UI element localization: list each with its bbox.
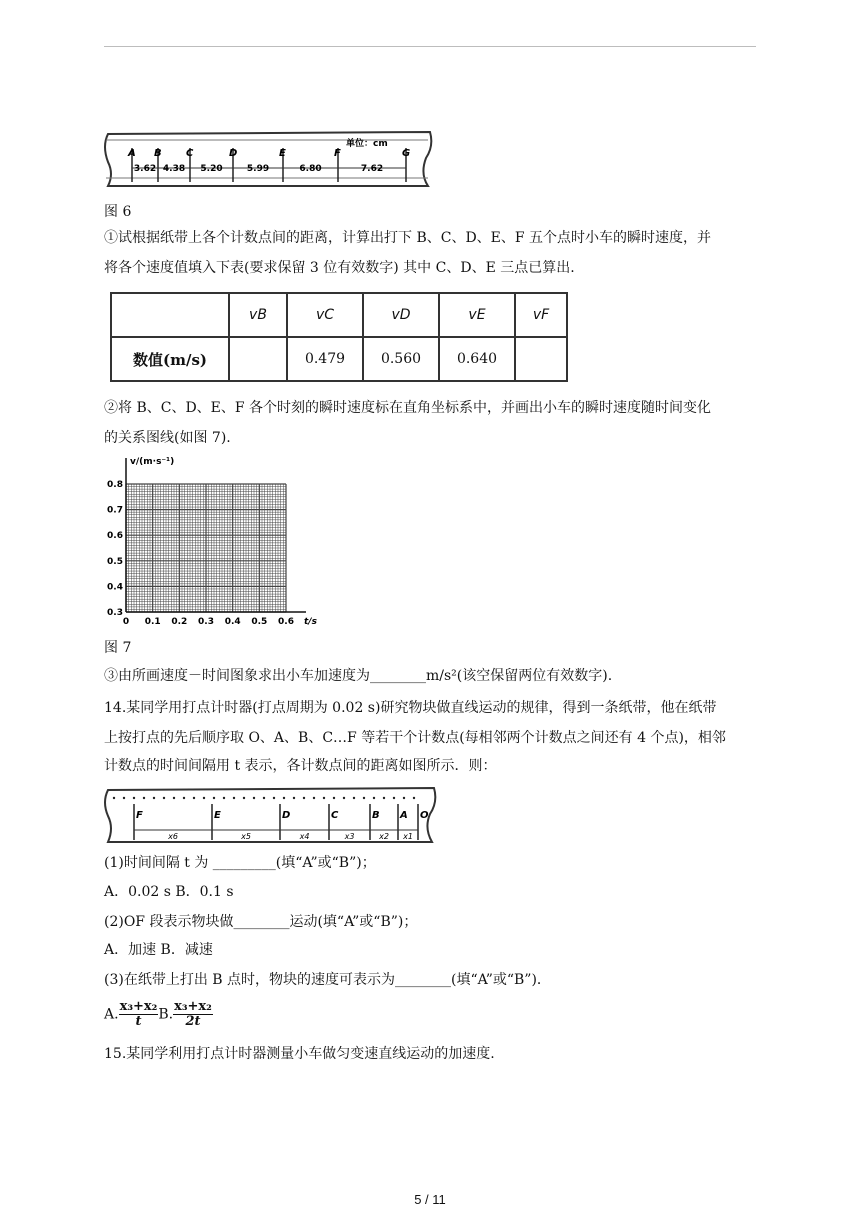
table-header-vC: vC [287,293,363,337]
tape2-dot [203,797,205,799]
option-a-numerator: x₃+x₂ [119,999,158,1014]
header-rule [104,46,756,47]
tape1-unit: 单位：cm [346,139,388,149]
tape2-point-C: C [331,810,339,821]
table-corner-cell [111,293,229,337]
tape2-dot [133,797,135,799]
y-tick-label: 0.6 [107,531,123,542]
tape1-point-F: F [334,148,341,159]
tape2-point-O: O [420,810,429,821]
table-value-vF [515,337,567,381]
tape2-dot [323,797,325,799]
tape2-dot [273,797,275,799]
page-number: 5 / 11 [414,1192,446,1207]
tape2-dot [123,797,125,799]
tape1-distance: 3.62 [133,164,157,174]
table-value-vE: 0.640 [439,337,515,381]
tape2-point-A: A [400,810,408,821]
table-row-label: 数值(m/s) [111,337,229,381]
tape2-distance: x2 [379,832,389,841]
q14-part1: (1)时间间隔 t 为 _________(填“A”或“B”)； [104,855,376,871]
tape-figure-q14 [100,784,440,848]
q14-part1-options: A．0.02 s B．0.1 s [104,884,234,900]
option-a-label: A. [104,1006,119,1023]
tape1-point-B: B [154,148,162,159]
table-header-vB: vB [229,293,287,337]
tape2-dot [283,797,285,799]
table-value-vD: 0.560 [363,337,439,381]
q14-line2: 上按打点的先后顺序取 O、A、B、C…F 等若干个计数点(每相邻两个计数点之间还有 4 个点)，相邻 [104,730,726,746]
q14-line3: 计数点的时间间隔用 t 表示，各计数点间的距离如图所示．则： [104,758,497,774]
tape2-dot [143,797,145,799]
q14-part2-options: A．加速 B．减速 [104,942,213,958]
tape2-dot [333,797,335,799]
tape2-dot [393,797,395,799]
option-b-denominator: 2t [185,1014,201,1029]
tape1-distance: 4.38 [162,164,186,174]
tape1-point-G: G [402,148,411,159]
tape2-dot [193,797,195,799]
q15-line: 15.某同学利用打点计时器测量小车做匀变速直线运动的加速度. [104,1046,495,1062]
figure-6-caption: 图 6 [104,204,132,220]
table-header-row [111,293,567,337]
table-header-vD: vD [363,293,439,337]
option-b-label: B. [158,1006,174,1023]
q13-part1-line2: 将各个速度值填入下表(要求保留 3 位有效数字) 其中 C、D、E 三点已算出. [104,260,575,276]
tape2-dot [373,797,375,799]
y-tick-label: 0.3 [107,608,123,618]
x-tick-label: 0.5 [251,617,268,627]
q13-part3: ③由所画速度－时间图象求出小车加速度为________m/s²(该空保留两位有效数字). [104,668,613,684]
tape2-distance: x5 [241,832,251,841]
tape2-dot [353,797,355,799]
tape-figure-6 [100,128,436,190]
table-value-vC: 0.479 [287,337,363,381]
tape2-dot [263,797,265,799]
q14-part3: (3)在纸带上打出 B 点时，物块的速度可表示为________(填“A”或“B”)． [104,972,551,988]
q13-part2-line2: 的关系图线(如图 7). [104,430,231,446]
option-b-numerator: x₃+x₂ [174,999,212,1014]
x-tick-label: 0 [122,617,130,627]
tape2-distance: x4 [299,832,310,841]
x-tick-label: 0.3 [198,617,214,627]
y-tick-label: 0.8 [107,480,123,490]
tape2-dot [243,797,245,799]
tape2-dot [233,797,235,799]
y-tick-label: 0.5 [107,556,123,567]
table-header-vE: vE [439,293,515,337]
tape2-point-E: E [214,810,221,821]
velocity-table [110,292,568,382]
tape2-dot [113,797,115,799]
tape2-distance: x3 [344,832,355,841]
tape2-point-B: B [372,810,380,821]
q13-part2-line1: ②将 B、C、D、E、F 各个时刻的瞬时速度标在直角坐标系中，并画出小车的瞬时速度随时间变化 [104,400,712,416]
tape2-dot [213,797,215,799]
y-axis-label: v/(m·s⁻¹) [130,457,175,467]
tape1-distance: 5.99 [246,164,270,174]
table-header-vF: vF [515,293,567,337]
figure-7-caption: 图 7 [104,640,132,656]
tape2-dot [163,797,165,799]
tape2-dot [183,797,185,799]
tape1-point-D: D [229,148,238,159]
y-tick-label: 0.7 [107,505,123,516]
tape2-dot [173,797,175,799]
table-value-row [111,337,567,381]
q14-part3-options [104,1000,213,1029]
graph-figure-7 [100,452,326,628]
x-axis-label: t/s [304,617,317,627]
tape1-distance: 6.80 [299,164,322,174]
table-value-vB [229,337,287,381]
tape1-point-C: C [186,148,194,159]
tape2-point-D: D [282,810,291,821]
x-tick-label: 0.6 [278,617,294,627]
q13-part1-line1: ①试根据纸带上各个计数点间的距离，计算出打下 B、C、D、E、F 五个点时小车的瞬时速度，并 [104,230,712,246]
tape2-dot [343,797,345,799]
tape2-dot [403,797,405,799]
tape2-dot [383,797,385,799]
q14-line1: 14.某同学用打点计时器(打点周期为 0.02 s)研究物块做直线运动的规律，得到一条纸带，他在纸带 [104,700,717,716]
q14-part2: (2)OF 段表示物块做________运动(填“A”或“B”)； [104,914,418,930]
tape1-distance: 5.20 [200,164,223,174]
option-a-denominator: t [135,1014,142,1029]
x-tick-label: 0.1 [144,617,161,627]
tape1-distance: 7.62 [360,164,384,174]
tape2-dot [293,797,295,799]
tape2-dot [253,797,255,799]
tape2-dot [303,797,305,799]
tape2-dot [223,797,225,799]
tape2-distance: x1 [403,832,413,841]
tape2-distance: x6 [168,832,178,841]
tape2-dot [363,797,365,799]
tape2-dot [413,797,415,799]
x-tick-label: 0.4 [224,617,241,627]
y-tick-label: 0.4 [107,582,123,593]
tape1-point-E: E [279,148,286,159]
option-b-fraction [173,1000,213,1029]
option-a-fraction [119,1000,159,1029]
tape2-dot [153,797,155,799]
tape1-point-A: A [128,148,136,159]
tape2-dot [313,797,315,799]
x-tick-label: 0.2 [171,617,188,627]
tape2-point-F: F [136,810,143,821]
